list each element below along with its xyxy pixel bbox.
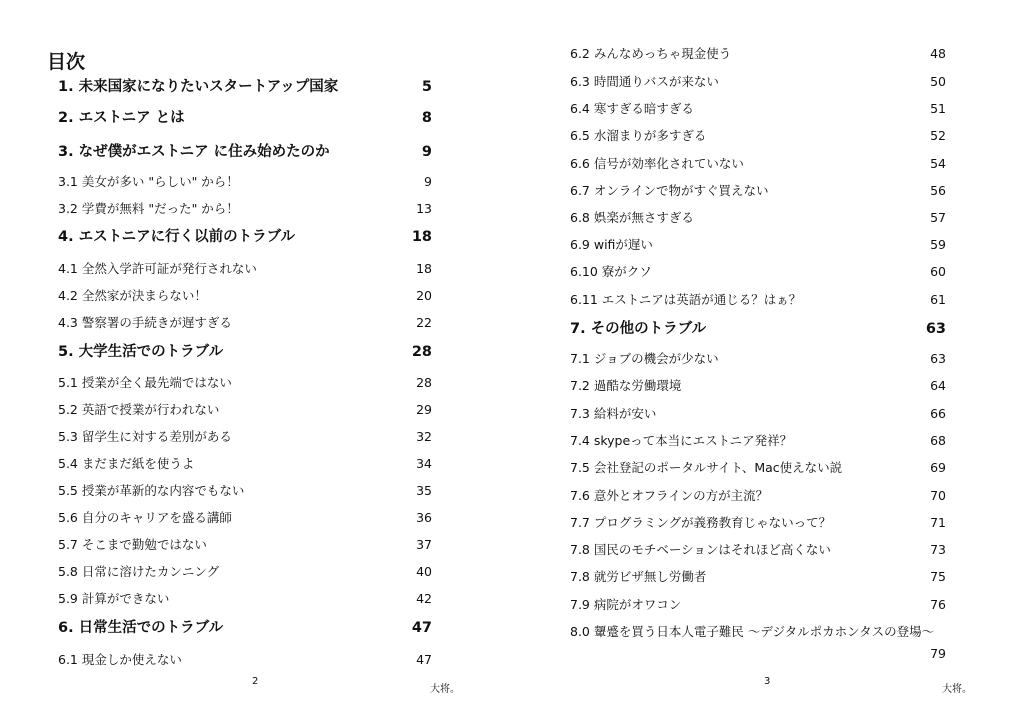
toc-entry-page: 76	[930, 597, 946, 612]
toc-entry-label: 5.2 英語で授業が行われない	[58, 402, 220, 417]
toc-entry-page: 54	[930, 156, 946, 171]
toc-section-entry[interactable]	[512, 42, 1024, 66]
toc-entry-page: 51	[930, 101, 946, 116]
toc-section-entry[interactable]	[512, 152, 1024, 176]
toc-entry-label: 6. 日常生活でのトラブル	[58, 620, 224, 636]
toc-entry-page: 73	[930, 542, 946, 557]
toc-section-entry[interactable]	[0, 398, 512, 422]
toc-entry-page: 9	[424, 174, 432, 189]
toc-entry-page: 63	[930, 351, 946, 366]
toc-chapter-entry[interactable]	[0, 225, 512, 249]
toc-entry-page: 40	[416, 564, 432, 579]
toc-entry-label: 6.5 水溜まりが多すぎる	[570, 128, 707, 143]
toc-entry-label: 3. なぜ僕がエストニア に住み始めたのか	[58, 144, 330, 160]
toc-entry-page: 68	[930, 433, 946, 448]
toc-entry-page: 47	[416, 652, 432, 667]
toc-section-entry[interactable]	[512, 288, 1024, 312]
toc-entry-page: 36	[416, 510, 432, 525]
toc-section-entry[interactable]	[0, 560, 512, 584]
toc-section-entry[interactable]	[512, 347, 1024, 371]
toc-entry-page: 71	[930, 515, 946, 530]
toc-entry-label: 7.8 就労ビザ無し労働者	[570, 569, 707, 584]
toc-section-entry[interactable]	[0, 452, 512, 476]
toc-section-entry[interactable]	[0, 533, 512, 557]
toc-entry-page: 57	[930, 210, 946, 225]
toc-entry-label: 4.1 全然入学許可証が発行されない	[58, 261, 257, 276]
toc-entry-label: 7.5 会社登記のポータルサイト、Mac使えない説	[570, 460, 843, 475]
toc-section-entry[interactable]	[0, 284, 512, 308]
toc-entry-label: 5.3 留学生に対する差別がある	[58, 429, 232, 444]
toc-entry-page: 79	[930, 646, 946, 661]
toc-section-entry[interactable]	[512, 621, 1024, 665]
toc-entry-page: 69	[930, 460, 946, 475]
toc-section-entry[interactable]	[0, 587, 512, 611]
toc-entry-label: 3.2 学費が無料 "だった" から！	[58, 201, 239, 216]
toc-section-entry[interactable]	[0, 170, 512, 194]
toc-section-entry[interactable]	[0, 479, 512, 503]
toc-entry-page: 59	[930, 237, 946, 252]
toc-entry-label: 5.1 授業が全く最先端ではない	[58, 375, 232, 390]
toc-section-entry[interactable]	[512, 206, 1024, 230]
toc-chapter-entry[interactable]	[512, 317, 1024, 341]
toc-entry-label: 5.7 そこまで勤勉ではない	[58, 537, 207, 552]
toc-entry-label: 7.7 プログラミングが義務教育じゃないって？	[570, 515, 832, 530]
toc-entry-page: 64	[930, 378, 946, 393]
footer-author: 大将。	[430, 684, 460, 695]
toc-entry-page: 63	[925, 321, 946, 337]
toc-entry-page: 5	[421, 79, 432, 95]
toc-entry-label: 3.1 美女が多い "らしい" から！	[58, 174, 239, 189]
toc-entry-page: 29	[416, 402, 432, 417]
toc-entry-page: 70	[930, 488, 946, 503]
toc-entry-label: 6.10 寮がクソ	[570, 264, 652, 279]
toc-chapter-entry[interactable]	[0, 616, 512, 640]
toc-entry-page: 13	[416, 201, 432, 216]
toc-section-entry[interactable]	[512, 429, 1024, 453]
toc-entry-label: 6.3 時間通りバスが来ない	[570, 74, 719, 89]
toc-section-entry[interactable]	[512, 97, 1024, 121]
toc-entry-label: 7. その他のトラブル	[570, 321, 707, 337]
toc-section-entry[interactable]	[512, 70, 1024, 94]
page-number: 3	[764, 676, 771, 687]
toc-entry-label: 5.8 日常に溶けたカンニング	[58, 564, 220, 579]
toc-entry-page: 8	[421, 110, 432, 126]
toc-entry-page: 60	[930, 264, 946, 279]
toc-entry-page: 9	[421, 144, 432, 160]
toc-section-entry[interactable]	[0, 257, 512, 281]
toc-entry-label: 6.9 wifiが遅い	[570, 237, 653, 252]
toc-section-entry[interactable]	[512, 374, 1024, 398]
toc-entry-label: 7.1 ジョブの機会が少ない	[570, 351, 719, 366]
footer-author: 大将。	[942, 684, 972, 695]
toc-entry-page: 28	[411, 344, 432, 360]
toc-entry-label: 6.1 現金しか使えない	[58, 652, 182, 667]
toc-section-entry[interactable]	[0, 371, 512, 395]
toc-entry-page: 18	[411, 229, 432, 245]
toc-section-entry[interactable]	[512, 593, 1024, 617]
toc-entry-page: 37	[416, 537, 432, 552]
toc-entry-label: 5. 大学生活でのトラブル	[58, 344, 224, 360]
toc-section-entry[interactable]	[0, 197, 512, 221]
toc-entry-label: 6.11 エストニアは英語が通じる？はぁ？	[570, 292, 802, 307]
toc-entry-page: 32	[416, 429, 432, 444]
toc-entry-label: 6.7 オンラインで物がすぐ買えない	[570, 183, 769, 198]
toc-entry-label: 2. エストニア とは	[58, 110, 185, 126]
toc-section-entry[interactable]	[512, 538, 1024, 562]
toc-chapter-entry[interactable]	[0, 106, 512, 130]
right-page	[512, 0, 1024, 721]
toc-entry-label: 8.0 顰蹙を買う日本人電子難民 〜デジタルポカホンタスの登場〜	[570, 624, 935, 639]
toc-section-entry[interactable]	[512, 511, 1024, 535]
toc-section-entry[interactable]	[0, 311, 512, 335]
toc-section-entry[interactable]	[512, 402, 1024, 426]
toc-entry-label: 7.6 意外とオフラインの方が主流？	[570, 488, 769, 503]
toc-chapter-entry[interactable]	[0, 340, 512, 364]
toc-entry-page: 50	[930, 74, 946, 89]
toc-chapter-entry[interactable]	[0, 75, 512, 99]
toc-section-entry[interactable]	[0, 425, 512, 449]
toc-entry-label: 7.9 病院がオワコン	[570, 597, 682, 612]
toc-entry-page: 75	[930, 569, 946, 584]
toc-entry-page: 20	[416, 288, 432, 303]
toc-chapter-entry[interactable]	[0, 140, 512, 164]
toc-entry-page: 48	[930, 46, 946, 61]
toc-entry-page: 18	[416, 261, 432, 276]
toc-section-entry[interactable]	[512, 260, 1024, 284]
toc-section-entry[interactable]	[512, 233, 1024, 257]
toc-entry-label: 7.2 過酷な労働環境	[570, 378, 682, 393]
toc-entry-page: 28	[416, 375, 432, 390]
toc-section-entry[interactable]	[0, 506, 512, 530]
toc-entry-label: 5.4 まだまだ紙を使うよ	[58, 456, 195, 471]
toc-entry-label: 7.8 国民のモチベーションはそれほど高くない	[570, 542, 831, 557]
toc-entry-page: 34	[416, 456, 432, 471]
toc-entry-page: 61	[930, 292, 946, 307]
toc-entry-label: 6.4 寒すぎる暗すぎる	[570, 101, 694, 116]
toc-entry-page: 56	[930, 183, 946, 198]
toc-section-entry[interactable]	[512, 456, 1024, 480]
toc-entry-label: 1. 未来国家になりたいスタートアップ国家	[58, 79, 339, 95]
toc-entry-page: 42	[416, 591, 432, 606]
page-number: 2	[252, 676, 259, 687]
toc-entry-label: 4. エストニアに行く以前のトラブル	[58, 229, 295, 245]
toc-entry-label: 6.6 信号が効率化されていない	[570, 156, 744, 171]
toc-section-entry[interactable]	[512, 565, 1024, 589]
toc-entry-label: 7.3 給料が安い	[570, 406, 657, 421]
toc-section-entry[interactable]	[512, 124, 1024, 148]
toc-section-entry[interactable]	[0, 648, 512, 672]
toc-entry-label: 5.6 自分のキャリアを盛る講師	[58, 510, 232, 525]
toc-entry-label: 4.2 全然家が決まらない！	[58, 288, 207, 303]
toc-entry-page: 52	[930, 128, 946, 143]
toc-entry-page: 22	[416, 315, 432, 330]
toc-entry-label: 5.5 授業が革新的な内容でもない	[58, 483, 245, 498]
toc-heading: 目次	[47, 51, 86, 73]
toc-section-entry[interactable]	[512, 179, 1024, 203]
toc-entry-label: 4.3 警察署の手続きが遅すぎる	[58, 315, 232, 330]
toc-entry-label: 7.4 skypeって本当にエストニア発祥？	[570, 433, 793, 448]
toc-entry-page: 66	[930, 406, 946, 421]
toc-entry-label: 5.9 計算ができない	[58, 591, 170, 606]
toc-section-entry[interactable]	[512, 484, 1024, 508]
toc-entry-label: 6.2 みんなめっちゃ現金使う	[570, 46, 732, 61]
toc-entry-label: 6.8 娯楽が無さすぎる	[570, 210, 694, 225]
toc-entry-page: 35	[416, 483, 432, 498]
toc-entry-page: 47	[411, 620, 432, 636]
